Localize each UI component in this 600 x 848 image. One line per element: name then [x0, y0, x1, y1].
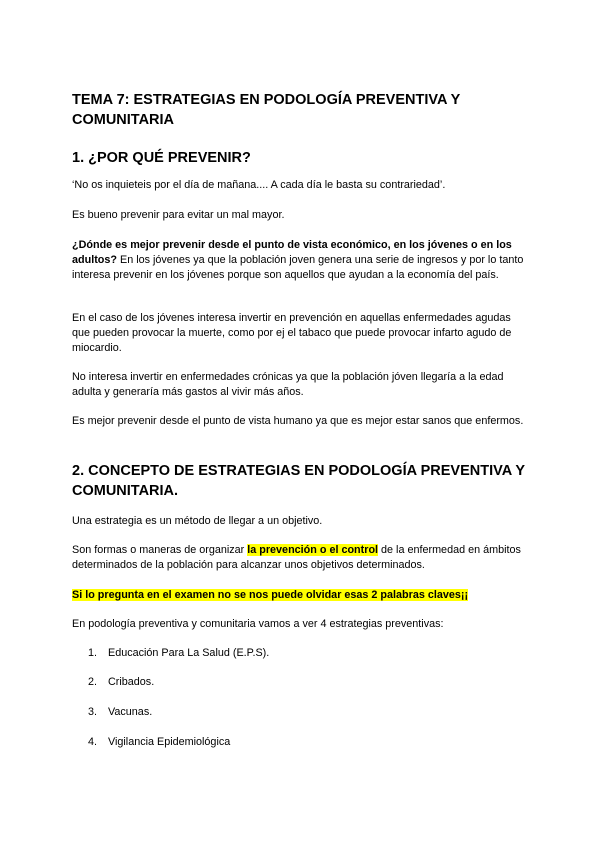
- list-item: [88, 705, 152, 720]
- paragraph-acute-diseases: En el caso de los jóvenes interesa invertir en prevención en aquellas enfermedades agudas que pueden provocar la muerte, como por ej el tabaco que puede provocar infarto agudo de miocardio.: [72, 312, 512, 354]
- organize-pre: Son formas o maneras de organizar: [72, 544, 248, 556]
- paragraph-strategy-definition: Una estrategia es un método de llegar a un objetivo.: [72, 515, 323, 527]
- list-text: Educación Para La Salud (E.P.S).: [108, 647, 270, 659]
- paragraph-prevent-evil: Es bueno prevenir para evitar un mal mayor.: [72, 209, 285, 221]
- list-number: 3.: [88, 706, 98, 718]
- quote-paragraph: ‘No os inquieteis por el día de mañana.... A cada día le basta su contrariedad’.: [72, 179, 446, 191]
- list-item: [88, 735, 230, 750]
- answer-text: En los jóvenes ya que la población joven genera una serie de ingresos y por lo tanto interesa prevenir en los jóvenes porque son aquellos que ayudan a la economía del país.: [72, 254, 524, 281]
- exam-note-text: Si lo pregunta en el examen no se nos puede olvidar esas 2 palabras claves¡¡: [72, 589, 469, 601]
- paragraph-chronic-diseases: No interesa invertir en enfermedades crónicas ya que la población jóven llegaría a la edad adulta y generaría más gastos al vivir más años.: [72, 371, 504, 398]
- organize-post: de la enfermedad en ámbitos determinados de la población para alcanzar unos objetivos determinados.: [72, 544, 521, 571]
- exam-note: [72, 588, 528, 603]
- section-2-heading: 2. CONCEPTO DE ESTRATEGIAS EN PODOLOGÍA PREVENTIVA Y COMUNITARIA.: [72, 463, 525, 499]
- list-text: Cribados.: [108, 676, 155, 688]
- list-number: 1.: [88, 647, 98, 659]
- highlighted-keywords: la prevención o el control: [247, 544, 379, 556]
- paragraph-where-prevent: [72, 238, 528, 283]
- paragraph-human-view: Es mejor prevenir desde el punto de vista humano ya que es mejor estar sanos que enfermos.: [72, 415, 524, 427]
- document-title: TEMA 7: ESTRATEGIAS EN PODOLOGÍA PREVENTIVA Y COMUNITARIA: [72, 92, 461, 128]
- list-item: [88, 675, 154, 690]
- paragraph-four-strategies: En podología preventiva y comunitaria vamos a ver 4 estrategias preventivas:: [72, 618, 444, 630]
- section-1-heading: 1. ¿POR QUÉ PREVENIR?: [72, 150, 251, 166]
- list-text: Vigilancia Epidemiológica: [108, 736, 231, 748]
- question-bold: ¿Dónde es mejor prevenir desde el punto de vista económico, en los jóvenes o en los adultos?: [72, 239, 512, 266]
- list-number: 2.: [88, 676, 98, 688]
- list-number: 4.: [88, 736, 98, 748]
- list-item: [88, 646, 269, 661]
- paragraph-organize: [72, 543, 528, 573]
- list-text: Vacunas.: [108, 706, 153, 718]
